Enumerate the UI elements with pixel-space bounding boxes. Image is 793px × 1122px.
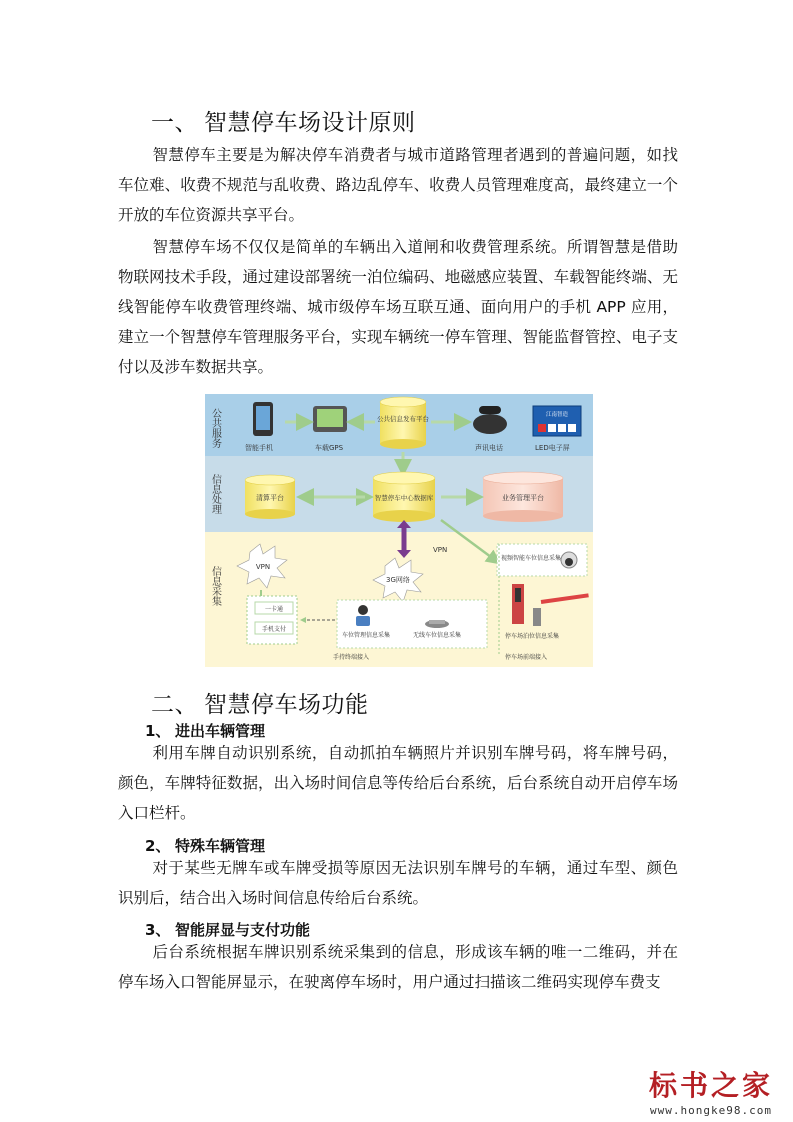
- section1-paragraph-1: [118, 140, 678, 230]
- subsection1-title: 进出车辆管理: [175, 722, 266, 740]
- subsection1-text: 利用车牌自动识别系统，自动抓拍车辆照片并识别车牌号码，将车牌号码，颜色，车牌特征数据，出入场时间信息等传给后台系统，后台系统自动开启停车场入口栏杆。: [118, 744, 678, 822]
- subsection3-text: 后台系统根据车牌识别系统采集到的信息，形成该车辆的唯一二维码，并在停车场入口智能屏显示，在驶离停车场时，用户通过扫描该二维码实现停车费支: [118, 943, 678, 991]
- gate-label: 停车场泊位信息采集: [505, 633, 560, 640]
- right-caption: 停车场前端接入: [505, 654, 548, 661]
- led-screen-text: 江南智造: [545, 412, 569, 418]
- subsection2-paragraph: [118, 853, 678, 913]
- layer-label-public: 公共服务: [209, 408, 221, 448]
- layer-label-processing: 信息处理: [209, 474, 221, 514]
- business-label: 业务管理平台: [502, 494, 544, 502]
- magnetic-label: 无线车位信息采集: [413, 632, 462, 639]
- magnetic-sensor-icon: [425, 620, 449, 628]
- subsection3-number: 3、: [145, 921, 171, 939]
- architecture-diagram: [205, 394, 593, 667]
- led-label: LED电子屏: [535, 444, 570, 452]
- vpn-right-label: VPN: [433, 546, 448, 554]
- subsection2-number: 2、: [145, 837, 171, 855]
- public-platform-cylinder-icon: [380, 397, 426, 449]
- section1-number: 一、: [151, 110, 198, 136]
- network-label: 3G网络: [386, 576, 410, 584]
- subsection3-title: 智能屏显与支付功能: [175, 921, 311, 939]
- layer-label-collection: 信息采集: [209, 566, 221, 606]
- clearing-label: 清算平台: [256, 494, 284, 502]
- card-label: 一卡通: [264, 606, 284, 613]
- phone-label: 智能手机: [245, 444, 273, 452]
- gps-icon: [313, 406, 347, 432]
- section2-heading: [151, 686, 369, 719]
- subsection3-paragraph: [118, 937, 678, 997]
- center-database-label: 智慧停车中心数据库: [374, 494, 434, 502]
- section2-number: 二、: [151, 692, 198, 718]
- camera-label: 视频智能车位信息采集: [501, 555, 562, 562]
- led-screen-icon: [533, 406, 581, 436]
- site-watermark: [649, 1064, 773, 1117]
- gps-label: 车载GPS: [315, 444, 344, 452]
- subsection2-title: 特殊车辆管理: [175, 837, 266, 855]
- subsection1-paragraph: [118, 738, 678, 828]
- mobile-pay-label: 手机支付: [261, 626, 287, 633]
- section2-title: 智慧停车场功能: [204, 692, 369, 718]
- section1-heading: [151, 104, 416, 137]
- section1-title: 智慧停车场设计原则: [204, 110, 416, 136]
- left-caption: 手持终端接入: [333, 654, 370, 661]
- subsection2-text: 对于某些无牌车或车牌受损等原因无法识别车牌号的车辆，通过车型、颜色识别后，结合出入场时间信息传给后台系统。: [118, 859, 678, 907]
- smartphone-icon: [253, 402, 273, 436]
- subsection1-number: 1、: [145, 722, 171, 740]
- watermark-url: www.hongke98.com: [650, 1104, 772, 1117]
- section1-paragraph-1-text: 智慧停车主要是为解决停车消费者与城市道路管理者遇到的普遍问题，如找车位难、收费不规范与乱收费、路边乱停车、收费人员管理难度高，最终建立一个开放的车位资源共享平台。: [118, 146, 678, 224]
- platform-label: 公共信息发布平台: [377, 415, 429, 423]
- camera-icon: [561, 552, 577, 568]
- terminal-label: 车位管理信息采集: [342, 632, 391, 639]
- watermark-title: 标书之家: [648, 1069, 773, 1102]
- section1-paragraph-2: [118, 232, 678, 382]
- vpn-left-label: VPN: [255, 563, 271, 571]
- section1-paragraph-2-text: 智慧停车场不仅仅是简单的车辆出入道闸和收费管理系统。所谓智慧是借助物联网技术手段，通过建设部署统一泊位编码、地磁感应装置、车载智能终端、无线智能停车收费管理终端、城市级停车场互联互通、面向用户的手机 APP 应用，建立一个智慧停车管理服务平台，实现车辆统一停车管理、智能监督管控、电子支付以及涉车数据共享。: [118, 238, 678, 376]
- telephone-label: 声讯电话: [475, 444, 503, 452]
